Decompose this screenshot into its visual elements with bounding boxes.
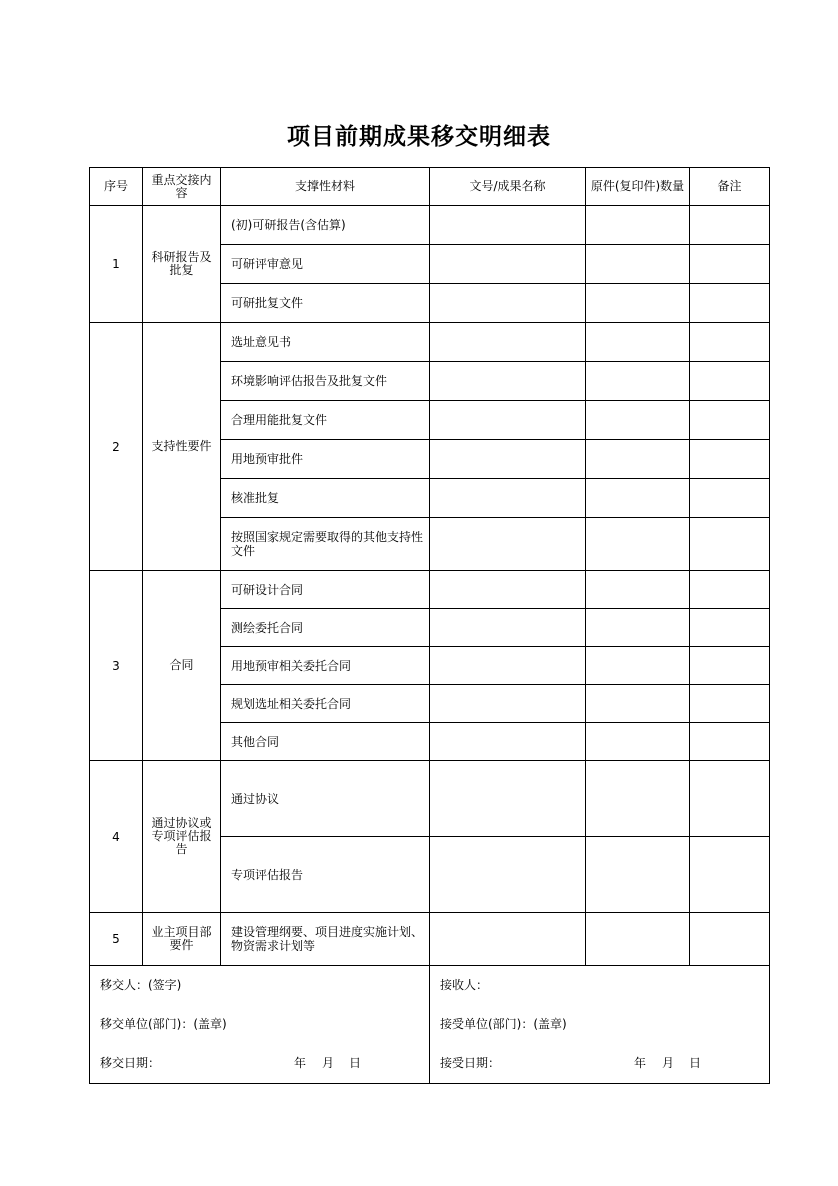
docno-cell[interactable]	[430, 647, 586, 685]
original-cell[interactable]	[586, 837, 690, 913]
table-row	[90, 571, 770, 609]
docno-cell[interactable]	[430, 401, 586, 440]
material-cell: 用地预审相关委托合同	[221, 647, 430, 685]
header-remark: 备注	[690, 168, 770, 206]
remark-cell[interactable]	[690, 440, 770, 479]
original-cell[interactable]	[586, 647, 690, 685]
table-row	[90, 913, 770, 966]
giver-unit-line[interactable]	[90, 1005, 429, 1044]
giver-date-line[interactable]	[90, 1044, 429, 1083]
remark-cell[interactable]	[690, 401, 770, 440]
material-cell: 环境影响评估报告及批复文件	[221, 362, 430, 401]
receiver-month-label: 月	[662, 1056, 675, 1070]
giver-date-label: 移交日期：	[100, 1056, 161, 1070]
remark-cell[interactable]	[690, 837, 770, 913]
original-cell[interactable]	[586, 323, 690, 362]
material-cell: 通过协议	[221, 761, 430, 837]
docno-cell[interactable]	[430, 323, 586, 362]
receiver-block	[430, 966, 770, 1084]
group-content: 支持性要件	[143, 323, 221, 571]
group-content: 合同	[143, 571, 221, 761]
material-cell: (初)可研报告(含估算)	[221, 206, 430, 245]
docno-cell[interactable]	[430, 723, 586, 761]
remark-cell[interactable]	[690, 323, 770, 362]
material-cell: 专项评估报告	[221, 837, 430, 913]
table-row	[90, 323, 770, 362]
remark-cell[interactable]	[690, 647, 770, 685]
remark-cell[interactable]	[690, 362, 770, 401]
docno-cell[interactable]	[430, 913, 586, 966]
material-cell: 选址意见书	[221, 323, 430, 362]
remark-cell[interactable]	[690, 284, 770, 323]
material-cell: 用地预审批件	[221, 440, 430, 479]
header-docno: 文号/成果名称	[430, 168, 586, 206]
receiver-date-line[interactable]	[430, 1044, 769, 1083]
remark-cell[interactable]	[690, 723, 770, 761]
group-content: 通过协议或专项评估报告	[143, 761, 221, 913]
original-cell[interactable]	[586, 723, 690, 761]
docno-cell[interactable]	[430, 837, 586, 913]
remark-cell[interactable]	[690, 913, 770, 966]
docno-cell[interactable]	[430, 206, 586, 245]
remark-cell[interactable]	[690, 479, 770, 518]
receiver-unit-line[interactable]	[430, 1005, 769, 1044]
docno-cell[interactable]	[430, 518, 586, 571]
giver-block	[90, 966, 430, 1084]
original-cell[interactable]	[586, 401, 690, 440]
docno-cell[interactable]	[430, 685, 586, 723]
docno-cell[interactable]	[430, 362, 586, 401]
giver-day-label: 日	[349, 1056, 362, 1070]
material-cell: 测绘委托合同	[221, 609, 430, 647]
original-cell[interactable]	[586, 685, 690, 723]
original-cell[interactable]	[586, 440, 690, 479]
docno-cell[interactable]	[430, 440, 586, 479]
remark-cell[interactable]	[690, 206, 770, 245]
group-seq: 2	[90, 323, 143, 571]
group-seq: 5	[90, 913, 143, 966]
header-row	[90, 168, 770, 206]
docno-cell[interactable]	[430, 284, 586, 323]
signature-row	[90, 966, 770, 1084]
group-seq: 1	[90, 206, 143, 323]
material-cell: 核准批复	[221, 479, 430, 518]
giver-year-label: 年	[294, 1056, 307, 1070]
header-material: 支撑性材料	[221, 168, 430, 206]
header-original: 原件(复印件)数量	[586, 168, 690, 206]
material-cell: 可研设计合同	[221, 571, 430, 609]
original-cell[interactable]	[586, 571, 690, 609]
original-cell[interactable]	[586, 913, 690, 966]
receiver-unit-label: 接受单位(部门)：(盖章)	[440, 1017, 567, 1031]
giver-month-label: 月	[322, 1056, 335, 1070]
material-cell: 按照国家规定需要取得的其他支持性文件	[221, 518, 430, 571]
group-seq: 4	[90, 761, 143, 913]
giver-signature-line[interactable]	[90, 966, 429, 1005]
header-seq: 序号	[90, 168, 143, 206]
receiver-signature-line[interactable]	[430, 966, 769, 1005]
receiver-day-label: 日	[689, 1056, 702, 1070]
material-cell: 建设管理纲要、项目进度实施计划、物资需求计划等	[221, 913, 430, 966]
remark-cell[interactable]	[690, 609, 770, 647]
handover-table	[89, 167, 770, 1084]
remark-cell[interactable]	[690, 571, 770, 609]
group-seq: 3	[90, 571, 143, 761]
docno-cell[interactable]	[430, 571, 586, 609]
header-content: 重点交接内容	[143, 168, 221, 206]
group-content: 业主项目部要件	[143, 913, 221, 966]
original-cell[interactable]	[586, 518, 690, 571]
remark-cell[interactable]	[690, 761, 770, 837]
material-cell: 合理用能批复文件	[221, 401, 430, 440]
remark-cell[interactable]	[690, 518, 770, 571]
docno-cell[interactable]	[430, 761, 586, 837]
page-title: 项目前期成果移交明细表	[287, 124, 551, 150]
docno-cell[interactable]	[430, 479, 586, 518]
original-cell[interactable]	[586, 362, 690, 401]
original-cell[interactable]	[586, 479, 690, 518]
original-cell[interactable]	[586, 284, 690, 323]
table-row	[90, 761, 770, 837]
giver-label: 移交人：(签字)	[100, 978, 182, 992]
giver-unit-label: 移交单位(部门)：(盖章)	[100, 1017, 227, 1031]
table-row	[90, 206, 770, 245]
original-cell[interactable]	[586, 206, 690, 245]
docno-cell[interactable]	[430, 245, 586, 284]
material-cell: 可研评审意见	[221, 245, 430, 284]
original-cell[interactable]	[586, 609, 690, 647]
receiver-label: 接收人：	[440, 978, 489, 992]
docno-cell[interactable]	[430, 609, 586, 647]
remark-cell[interactable]	[690, 245, 770, 284]
original-cell[interactable]	[586, 761, 690, 837]
remark-cell[interactable]	[690, 685, 770, 723]
group-content: 科研报告及批复	[143, 206, 221, 323]
material-cell: 其他合同	[221, 723, 430, 761]
material-cell: 规划选址相关委托合同	[221, 685, 430, 723]
receiver-year-label: 年	[634, 1056, 647, 1070]
original-cell[interactable]	[586, 245, 690, 284]
receiver-date-label: 接受日期：	[440, 1056, 501, 1070]
material-cell: 可研批复文件	[221, 284, 430, 323]
